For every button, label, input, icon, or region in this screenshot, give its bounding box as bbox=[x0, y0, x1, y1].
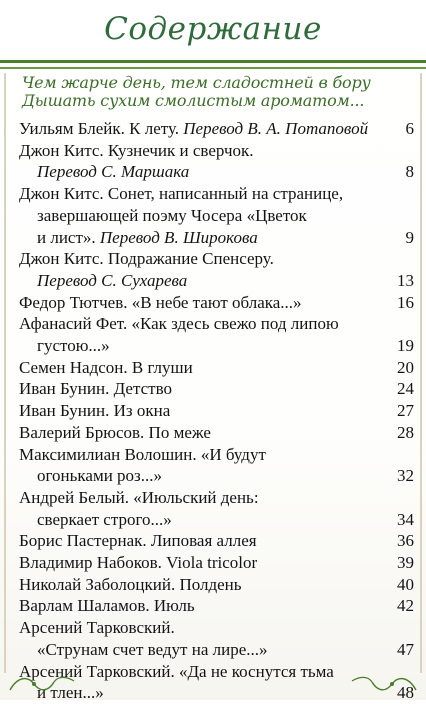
toc-entry bbox=[19, 444, 414, 487]
entry-text: Джон Китс. Кузнечик и сверчок. bbox=[19, 140, 254, 160]
toc-entry bbox=[19, 530, 414, 552]
toc-entry bbox=[19, 617, 414, 660]
toc-line bbox=[19, 595, 414, 617]
entry-text: Семен Надсон. В глуши bbox=[19, 357, 193, 377]
table-of-contents bbox=[19, 118, 414, 704]
toc-line bbox=[19, 422, 414, 444]
toc-line bbox=[19, 357, 414, 379]
toc-line bbox=[19, 465, 414, 487]
entry-text: огоньками роз...» bbox=[37, 466, 163, 486]
toc-line bbox=[19, 335, 414, 357]
page-number: 27 bbox=[397, 401, 414, 421]
page-number: 8 bbox=[405, 162, 414, 182]
entry-text: Арсений Тарковский. «Да не коснутся тьма bbox=[19, 661, 334, 681]
page-number: 20 bbox=[397, 357, 414, 377]
toc-entry bbox=[19, 183, 414, 248]
entry-text: Андрей Белый. «Июльский день: bbox=[19, 487, 259, 507]
page-number: 32 bbox=[397, 466, 414, 486]
entry-text: и тлен...» bbox=[37, 683, 104, 703]
toc-line bbox=[19, 292, 414, 314]
entry-text: Федор Тютчев. «В небе тают облака...» bbox=[19, 292, 302, 312]
page-number: 47 bbox=[397, 639, 414, 659]
page-number: 19 bbox=[397, 336, 414, 356]
entry-text: Иван Бунин. Детство bbox=[19, 379, 172, 399]
toc-line bbox=[19, 313, 414, 335]
toc-line bbox=[19, 530, 414, 552]
toc-line bbox=[19, 161, 414, 183]
toc-line bbox=[19, 574, 414, 596]
toc-line bbox=[19, 639, 414, 661]
toc-line bbox=[19, 552, 414, 574]
entry-text: «Струнам счет ведут на лире...» bbox=[37, 639, 268, 659]
entry-text: Николай Заболоцкий. Полдень bbox=[19, 574, 242, 594]
epigraph bbox=[22, 74, 402, 110]
toc-line bbox=[19, 270, 414, 292]
toc-entry bbox=[19, 140, 414, 183]
page-number: 28 bbox=[397, 422, 414, 442]
entry-text: Уильям Блейк. К лету. bbox=[19, 119, 184, 138]
entry-text: завершающей поэму Чосера «Цветок bbox=[37, 205, 307, 225]
translator-credit: Перевод В. А. Потаповой bbox=[183, 119, 369, 138]
toc-line bbox=[19, 487, 414, 509]
entry-text: Максимилиан Волошин. «И будут bbox=[19, 444, 266, 464]
page-number: 16 bbox=[397, 292, 414, 312]
toc-line bbox=[19, 617, 414, 639]
entry-text: густою...» bbox=[37, 336, 110, 356]
toc-entry bbox=[19, 552, 414, 574]
translator-credit: Перевод С. Маршака bbox=[37, 162, 190, 182]
toc-line bbox=[19, 444, 414, 466]
left-border-line bbox=[4, 73, 6, 673]
entry-text: Владимир Набоков. Viola tricolor bbox=[19, 553, 258, 573]
entry-text: Афанасий Фет. «Как здесь свежо под липою bbox=[19, 314, 339, 334]
page-number: 13 bbox=[397, 270, 414, 290]
translator-credit: Перевод В. Широкова bbox=[99, 227, 258, 247]
entry-text: Иван Бунин. Из окна bbox=[19, 401, 171, 421]
toc-entry bbox=[19, 574, 414, 596]
epigraph-line: Чем жарче день, тем сладостней в бору bbox=[22, 73, 371, 92]
toc-entry bbox=[19, 422, 414, 444]
toc-entry bbox=[19, 118, 414, 140]
page-number: 40 bbox=[397, 574, 414, 594]
toc-entry bbox=[19, 595, 414, 617]
toc-line bbox=[19, 227, 414, 249]
toc-line bbox=[19, 140, 414, 162]
page-number: 39 bbox=[397, 553, 414, 573]
entry-text: Валерий Брюсов. По меже bbox=[19, 422, 211, 442]
toc-line bbox=[19, 248, 414, 270]
page-number: 48 bbox=[397, 683, 414, 703]
entry-text: Джон Китс. Подражание Спенсеру. bbox=[19, 249, 274, 269]
page-title: Содержание bbox=[104, 11, 322, 47]
entry-text: сверкает строго...» bbox=[37, 509, 172, 529]
toc-line bbox=[19, 400, 414, 422]
toc-entry bbox=[19, 378, 414, 400]
toc-line bbox=[19, 183, 414, 205]
entry-text: и лист». bbox=[37, 227, 100, 247]
page-number: 42 bbox=[397, 596, 414, 616]
toc-entry bbox=[19, 313, 414, 356]
toc-entry bbox=[19, 248, 414, 291]
header bbox=[0, 0, 426, 58]
page-number: 34 bbox=[397, 509, 414, 529]
toc-entry bbox=[19, 487, 414, 530]
right-border-line bbox=[420, 73, 422, 673]
toc-entry bbox=[19, 292, 414, 314]
title-divider-thin bbox=[0, 67, 426, 69]
toc-line bbox=[19, 509, 414, 531]
title-divider-thick bbox=[0, 60, 426, 63]
toc-line bbox=[19, 205, 414, 227]
epigraph-line: Дышать сухим смолистым ароматом... bbox=[22, 91, 365, 110]
entry-text: Варлам Шаламов. Июль bbox=[19, 596, 195, 616]
translator-credit: Перевод С. Сухарева bbox=[37, 270, 188, 290]
toc-line bbox=[19, 378, 414, 400]
corner-ornament-icon bbox=[348, 672, 418, 694]
entry-text: Джон Китс. Сонет, написанный на странице, bbox=[19, 184, 344, 204]
toc-line bbox=[19, 118, 414, 140]
entry-text: Арсений Тарковский. bbox=[19, 618, 175, 638]
toc-entry bbox=[19, 400, 414, 422]
toc-entry bbox=[19, 357, 414, 379]
corner-ornament-icon bbox=[8, 672, 78, 694]
page-number: 9 bbox=[405, 227, 414, 247]
page-number: 36 bbox=[397, 531, 414, 551]
page-number: 6 bbox=[405, 119, 414, 138]
entry-text: Борис Пастернак. Липовая аллея bbox=[19, 531, 257, 551]
page-number: 24 bbox=[397, 379, 414, 399]
